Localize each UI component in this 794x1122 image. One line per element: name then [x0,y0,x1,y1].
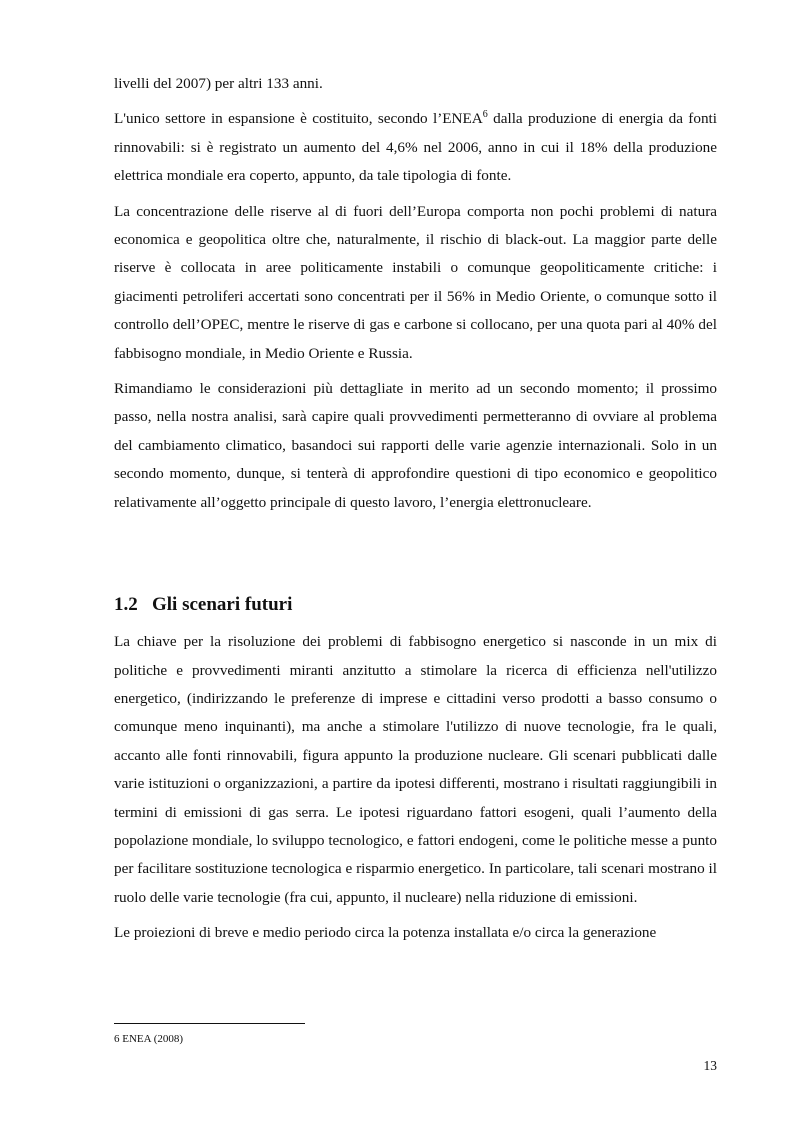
paragraph-projections: Le proiezioni di breve e medio periodo circa la potenza installata e/o circa la generazione [114,924,657,942]
page-number: 13 [703,1058,717,1073]
paragraph-enea-text-after: dalla produzione di energia da fonti rinnovabili: si è registrato un aumento del 4,6% nel 2006, anno in cui il 18% della produzione elettrica mondiale era coperto, appunto, da tale tipologia di fonte. [114,110,717,185]
footnote-reference[interactable]: 6 [482,109,488,121]
paragraph-scenarios: La chiave per la risoluzione dei problemi di fabbisogno energetico si nasconde in un mix di politiche e provvedimenti miranti anzitutto a stimolare la ricerca di efficienza nell'utilizzo energetico, (indirizzando le preferenze di imprese e cittadini verso prodotti a basso consumo o comunque meno inquinanti), ma anche a stimolare l'utilizzo di nuove tecnologie, fra le quali, accanto alle fonti rinnovabili, figura appunto la produzione nucleare. Gli scenari pubblicati dalle varie istituzioni o organizzazioni, a partire da ipotesi differenti, mostrano i risultati raggiungibili in termini di emissioni di gas serra. Le ipotesi riguardano fattori esogeni, quali l’aumento della popolazione mondiale, lo sviluppo tecnologico, e fattori endogeni, come le politiche messe a punto per facilitare sostituzione tecnologica e risparmio energetico. In particolare, tali scenari mostrano il ruolo delle varie tecnologie (fra cui, appunto, il nucleare) nella riduzione di emissioni. [114,633,717,906]
footnote-divider [114,1023,305,1024]
section-heading [114,591,717,619]
paragraph-reserves: La concentrazione delle riserve al di fuori dell’Europa comporta non pochi problemi di natura economica e geopolitica oltre che, naturalmente, il rischio di black-out. La maggior parte delle riserve è collocata in aree politicamente instabili o comunque geopoliticamente critiche: i giacimenti petroliferi accertati sono concentrati per il 56% in Medio Oriente, o comunque sotto il controllo dell’OPEC, mentre le riserve di gas e carbone si collocano, per una quota pari al 40% del fabbisogno mondiale, in Medio Oriente e Russia. [114,202,717,362]
footnote: 6 ENEA (2008) [114,1033,184,1045]
paragraph-considerations: Rimandiamo le considerazioni più dettagliate in merito ad un secondo momento; il prossimo passo, nella nostra analisi, sarà capire quali provvedimenti permetteranno di ovviare al problema del cambiamento climatico, basandoci sui rapporti delle varie agenzie internazionali. Solo in un secondo momento, dunque, si tenterà di approfondire questioni di tipo economico e geopolitico relativamente all’oggetto principale di questo lavoro, l’energia elettronucleare. [114,380,717,511]
paragraph-enea [114,105,717,190]
section-number: 1.2 [114,594,138,616]
page-body [114,70,717,955]
section-title: Gli scenari futuri [152,594,293,616]
paragraph-enea-text-before: L'unico settore in espansione è costituito, secondo l’ENEA [114,110,483,128]
paragraph-continuation: livelli del 2007) per altri 133 anni. [114,75,323,92]
